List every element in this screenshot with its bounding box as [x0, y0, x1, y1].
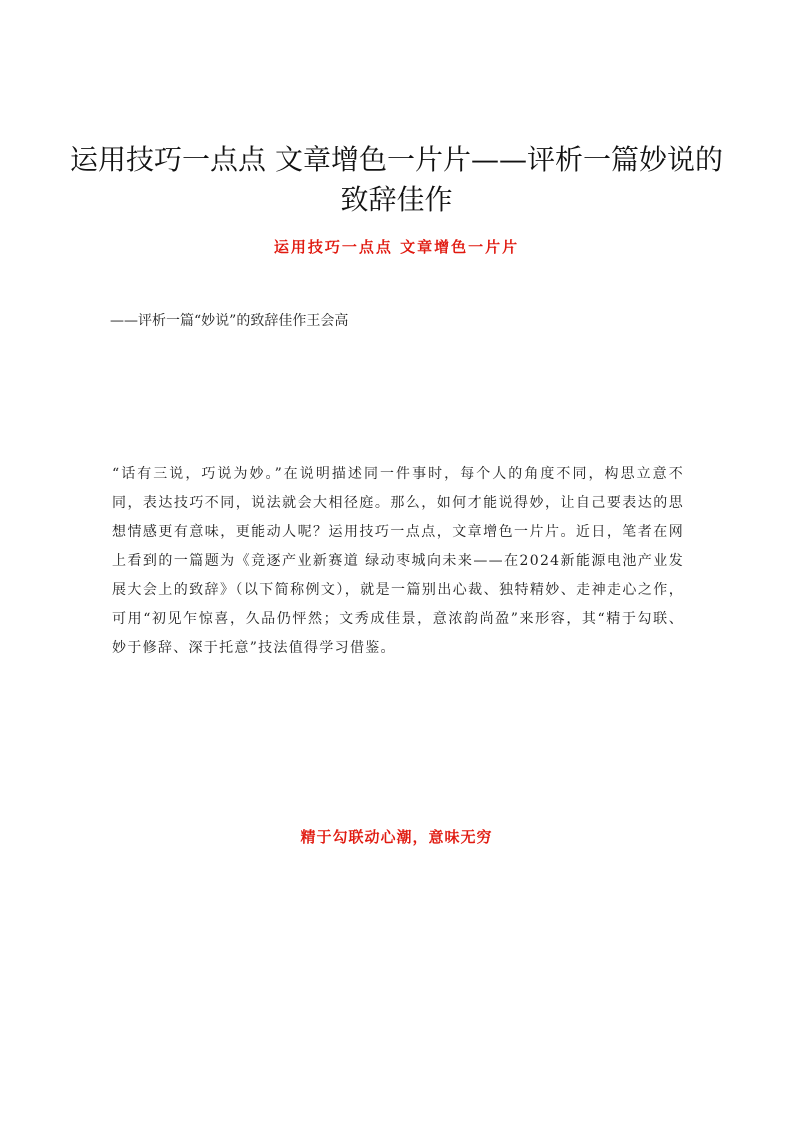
intro-paragraph: “话有三说，巧说为妙。”在说明描述同一件事时，每个人的角度不同，构思立意不同，表达技巧不同，说法就会大相径庭。那么，如何才能说得妙，让自己要表达的思想情感更有意味，更能动人呢？运用技巧一点点，文章增色一片片。近日，笔者在网上看到的一篇题为《竞逐产业新赛道 绿动枣城向未来——在2024新能源电池产业发展大会上的致辞》（以下简称例文），就是一篇别出心裁、独特精妙、走神走心之作，可用“初见乍惊喜，久品仍怦然；文秀成佳景，意浓韵尚盈”来形容，其“精于勾联、妙于修辞、深于托意”技法值得学习借鉴。 — [112, 466, 684, 656]
document-subtitle: 运用技巧一点点 文章增色一片片 — [273, 238, 520, 256]
document-title: 运用技巧一点点 文章增色一片片——评析一篇妙说的致辞佳作 — [70, 143, 723, 216]
author-byline: ——评析一篇“妙说”的致辞佳作王会高 — [110, 313, 349, 329]
section-heading: 精于勾联动心潮，意味无穷 — [300, 828, 493, 846]
